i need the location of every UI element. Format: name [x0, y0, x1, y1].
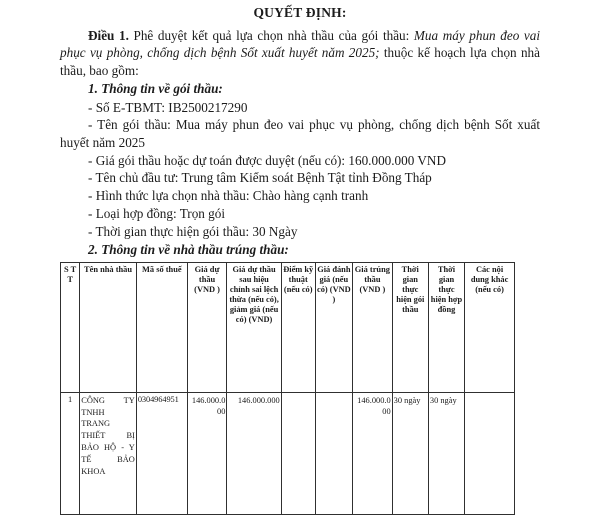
section-1-heading: 1. Thông tin về gói thầu: [88, 81, 223, 97]
article-1-lead: Phê duyệt kết quả lựa chọn nhà thầu của gói thầu: [128, 28, 414, 43]
column-header-contractor-name: Tên nhà thầu [80, 262, 137, 392]
column-header-evaluation-price: Giá đánh giá (nếu có) (VND ) [315, 262, 352, 392]
column-header-technical-score: Điểm kỹ thuật (nếu có) [281, 262, 315, 392]
cell-winning-price: 146.000.000 [353, 392, 393, 514]
bullet-package-price: - Giá gói thầu hoặc dự toán được duyệt (nếu có): 160.000.000 VND [88, 152, 446, 168]
document-body [0, 21, 600, 259]
bullet-investor: - Tên chủ đầu tư: Trung tâm Kiểm soát Bệnh Tật tỉnh Đồng Tháp [88, 170, 432, 186]
cell-stt: 1 [61, 392, 80, 514]
cell-contractor-name: CÔNG TY TNHH TRANG THIẾT BỊ BẢO HỘ - Y TẾ BẢO KHOA [80, 392, 137, 514]
column-header-tax-code: Mã số thuế [136, 262, 187, 392]
cell-technical-score [281, 392, 315, 514]
column-header-bid-price: Giá dự thầu (VND ) [187, 262, 227, 392]
column-header-package-duration: Thời gian thực hiện gói thầu [392, 262, 428, 392]
bullet-etbmt: - Số E-TBMT: IB2500217290 [88, 99, 248, 115]
cell-package-duration: 30 ngày [392, 392, 428, 514]
cell-tax-code: 0304964951 [136, 392, 187, 514]
article-1-package-name: Mua máy phun đeo vai phục vụ phòng, chống dịch bệnh Sốt xuất huyết năm 2025; [60, 28, 541, 61]
article-1-paragraph [60, 27, 540, 79]
article-1-label: Điều 1. [88, 28, 129, 43]
page-title: QUYẾT ĐỊNH: [253, 5, 347, 20]
cell-adjusted-price: 146.000.000 [227, 392, 281, 514]
column-header-contract-duration: Thời gian thực hiện hợp đồng [428, 262, 464, 392]
column-header-stt: S T T [61, 262, 80, 392]
bullet-package-duration: - Thời gian thực hiện gói thầu: 30 Ngày [88, 223, 298, 239]
table-row [61, 392, 515, 514]
column-header-adjusted-bid-price: Giá dự thầu sau hiệu chỉnh sai lệch thừa (nếu có), giảm giá (nếu có) (VND) [227, 262, 281, 392]
bullet-contract-type: - Loại hợp đồng: Trọn gói [88, 205, 226, 221]
cell-contract-duration: 30 ngày [428, 392, 464, 514]
section-2-heading: 2. Thông tin về nhà thầu trúng thầu: [88, 242, 289, 258]
bullet-selection-method: - Hình thức lựa chọn nhà thầu: Chào hàng cạnh tranh [88, 188, 369, 204]
bullet-package-name: - Tên gói thầu: Mua máy phun đeo vai phục vụ phòng, chống dịch bệnh Sốt xuất huyết năm 2025 [60, 117, 540, 151]
page-bottom-cutoff [60, 476, 540, 485]
cell-bid-price: 146.000.000 [187, 392, 227, 514]
column-header-other-content: Các nội dung khác (nếu có) [465, 262, 515, 392]
column-header-winning-price: Giá trúng thầu (VND ) [353, 262, 393, 392]
document-page [0, 5, 600, 485]
cell-evaluation-price [315, 392, 352, 514]
article-1-tail: thuộc kế hoạch lựa chọn nhà thầu, bao gồm: [60, 45, 540, 78]
cell-other-content [465, 392, 515, 514]
table-header-row [61, 262, 515, 392]
